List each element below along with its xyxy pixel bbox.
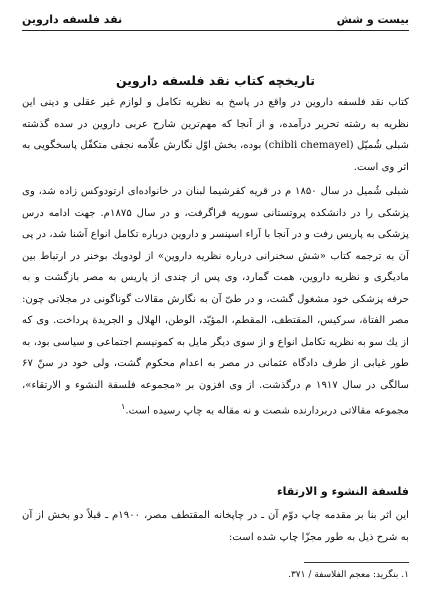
header-book-title: نقد فلسفه داروين (22, 12, 123, 26)
running-header (22, 8, 409, 31)
header-page-number: بيست و شش (336, 12, 409, 26)
paragraph-2-text: شبلى شُميل در سال ۱۸۵۰ م در قريه كفرشيما لبنان در خانواده‌اى ارتودوكس زاده شد، وى پزشكى را در دانشكده پروتستانى سوريه فراگرفت، و در سال ۱۸۷۵م. جهت ادامه درس پزشكى به پاريس رفت و در آنجا با آراء اسپنسر و داروين درباره تكامل انواع آشنا شد، در پى آن به ترجمه كتاب «شش سخنرانى درباره نظريه داروين» از لودويك بوخنر در ارتباط بين ماديگرى و نظريه داروين، همت گمارد، وى پس از چندى از پاريس به مصر بازگشت و به حرفه پزشكى خود مشغول گشت، و در طىّ آن به نگارش مقالات گوناگونى در مجلاتى چون: مصر الفتاة، سركيس، المقتطف، المقطم، المؤيّد، الوطن، الهلال و الجريدة پرداخت. وى كه از يك سو به نظريه تكامل انواع و از سوى ديگر مايل به كمونيسم اجتماعى و سياسى بود، به طور غيابى از طرف دادگاه عثمانى در مصر به اعدام محكوم گشت، ولى خود در سنّ ۶۷ سالگى در سال ۱۹۱۷ م درگذشت. از وى افزون بر «مجموعه فلسفة النشوء و الارتقاء»، مجموعه مقالاتى دربردارنده شصت و نه مقاله به چاپ رسيده است. (22, 186, 410, 417)
subsection-paragraph: اين اثر بنا بر مقدمه چاپ دوّم آن ـ در چاپخانه المقتطف مصر، ۱۹۰۰م ـ قبلاً دو بخش از آن به شرح ذيل به طور مجزّا چاپ شده است: (22, 510, 409, 543)
subsection-text (22, 505, 409, 548)
subsection-heading: فلسفة النشوء و الارتقاء (277, 485, 409, 498)
paragraph-1: كتاب نقد فلسفه داروين در واقع در پاسخ به نظريه تكامل و لوازم غير عقلى و دينى اين نظريه به رشته تحرير درآمده، و از آنجا كه مهم‌ترين شارح عربى داروين در سده گذشته شبلى شُميّل (chibli chemayel) بوده، بخش اوّل نگارش علّامه نجفى متكفّل پاسخگويى به اثر وى است. (22, 97, 410, 173)
footnote: ۱. بنگريد: معجم الفلاسفة / ۳۷۱. (288, 570, 409, 580)
section-title: تاريخچه كتاب نقد فلسفه داروين (115, 73, 315, 88)
footnote-reference: ۱ (121, 402, 126, 411)
paragraph-2 (22, 181, 409, 422)
main-text (22, 92, 409, 425)
footnote-divider (304, 562, 409, 563)
